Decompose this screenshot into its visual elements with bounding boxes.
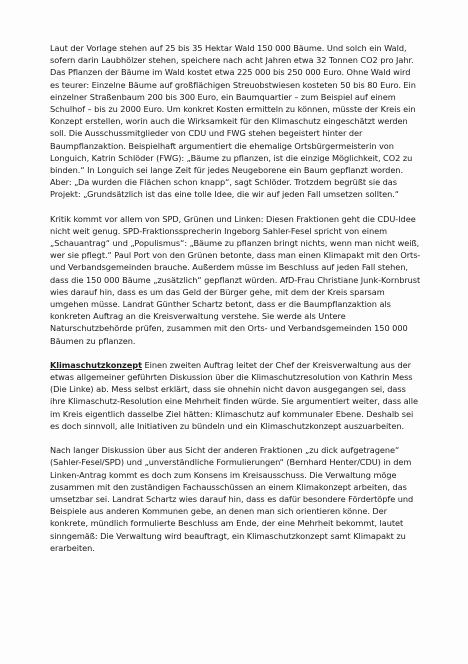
paragraph-1 <box>50 42 422 201</box>
paragraph-2 <box>50 213 422 347</box>
paragraph-1-text: Laut der Vorlage stehen auf 25 bis 35 Hektar Wald 150 000 Bäume. Und solch ein Wald, sofern darin Laubhölzer stehen, speichere nach acht Jahren etwa 32 Tonnen CO2 pro Jahr. Das Pflanzen der Bäume im Wald kostet etwa 225 000 bis 250 000 Euro. Ohne Wald wird es teurer: Einzelne Bäume auf großflächigen Streuobstwiesen kosteten 50 bis 80 Euro. Ein einzelner Straßenbaum 200 bis 300 Euro, ein Baumquartier – zum Beispiel auf einem Schulhof – bis zu 2000 Euro. Um konkret Kosten ermitteln zu können, müsste der Kreis ein Konzept erstellen, worin auch die Wirksamkeit für den Klimaschutz eingeschätzt werden soll. Die Ausschussmitglieder von CDU und FWG stehen begeistert hinter der Baumpflanzaktion. Beispielhaft argumentiert die ehemalige Ortsbürgermeisterin von Longuich, Katrin Schlöder (FWG): „Bäume zu pflanzen, ist die einzige Möglichkeit, CO2 zu binden.“ In Longuich sei lange Zeit für jedes Neugeborene ein Baum gepflanzt worden. Aber: „Da wurden die Flächen schon knapp“, sagt Schlöder. Trotzdem begrüßt sie das Projekt: „Grundsätzlich ist das eine tolle Idee, die wir auf jeden Fall umsetzen sollten.“ <box>50 43 416 200</box>
paragraph-3 <box>50 359 422 432</box>
paragraph-3-text: Einen zweiten Auftrag leitet der Chef der Kreisverwaltung aus der etwas allgemeiner geführten Diskussion über die Klimaschutzresolution von Kathrin Mess (Die Linke) ab. Mess selbst erklärt, dass sie ohnehin nicht davon ausgegangen sei, dass ihre Klimaschutz-Resolution eine Mehrheit finden würde. Sie argumentiert weiter, dass alle im Kreis eigentlich dasselbe Ziel hätten: Klimaschutz auf kommunaler Ebene. Deshalb sei es doch sinnvoll, alle Initiativen zu bündeln und ein Klimaschutzkonzept auszuarbeiten. <box>50 359 418 431</box>
paragraph-2-text: Kritik kommt vor allem von SPD, Grünen und Linken: Diesen Fraktionen geht die CDU-Idee nicht weit genug. SPD-Fraktionssprecherin Ingeborg Sahler-Fesel spricht von einem „Schauantrag“ und „Populismus“: „Bäume zu pflanzen bringt nichts, wenn man nicht weiß, wer sie pflegt.“ Paul Port von den Grünen betonte, dass man einen Klimapakt mit den Orts- und Verbandsgemeinden brauche. Außerdem müsse im Beschluss auf jeden Fall stehen, dass die 150 000 Bäume „zusätzlich“ gepflanzt würden. AfD-Frau Christiane Junk-Kornbrust wies darauf hin, dass es um das Geld der Bürger gehe, mit dem der Kreis sparsam umgehen müsse. Landrat Günther Schartz betont, dass er die Baumpflanzaktion als konkreten Auftrag an die Kreisverwaltung verstehe. Sie werde als Untere Naturschutzbehörde prüfen, zusammen mit den Orts- und Verbandsgemeinden 150 000 Bäumen zu pflanzen. <box>50 213 421 346</box>
article-body <box>50 42 422 554</box>
paragraph-4 <box>50 444 422 554</box>
section-heading: Klimaschutzkonzept <box>50 359 142 370</box>
paragraph-4-text: Nach langer Diskussion über aus Sicht der anderen Fraktionen „zu dick aufgetragene“ (Sahler-Fesel/SPD) und „unverständliche Formulierungen“ (Bernhard Henter/CDU) in dem Linken-Antrag kommt es doch zum Konsens im Kreisausschuss. Die Verwaltung möge zusammen mit den zuständigen Fachausschüssen an einem Klimakonzept arbeiten, das umsetzbar sei. Landrat Schartz wies darauf hin, dass es dafür besondere Fördertöpfe und Beispiele aus anderen Kommunen gebe, an denen man sich orientieren könne. Der konkrete, mündlich formulierte Beschluss am Ende, der eine Mehrheit bekommt, lautet sinngemäß: Die Verwaltung wird beauftragt, ein Klimaschutzkonzept samt Klimapakt zu erarbeiten. <box>50 445 414 553</box>
